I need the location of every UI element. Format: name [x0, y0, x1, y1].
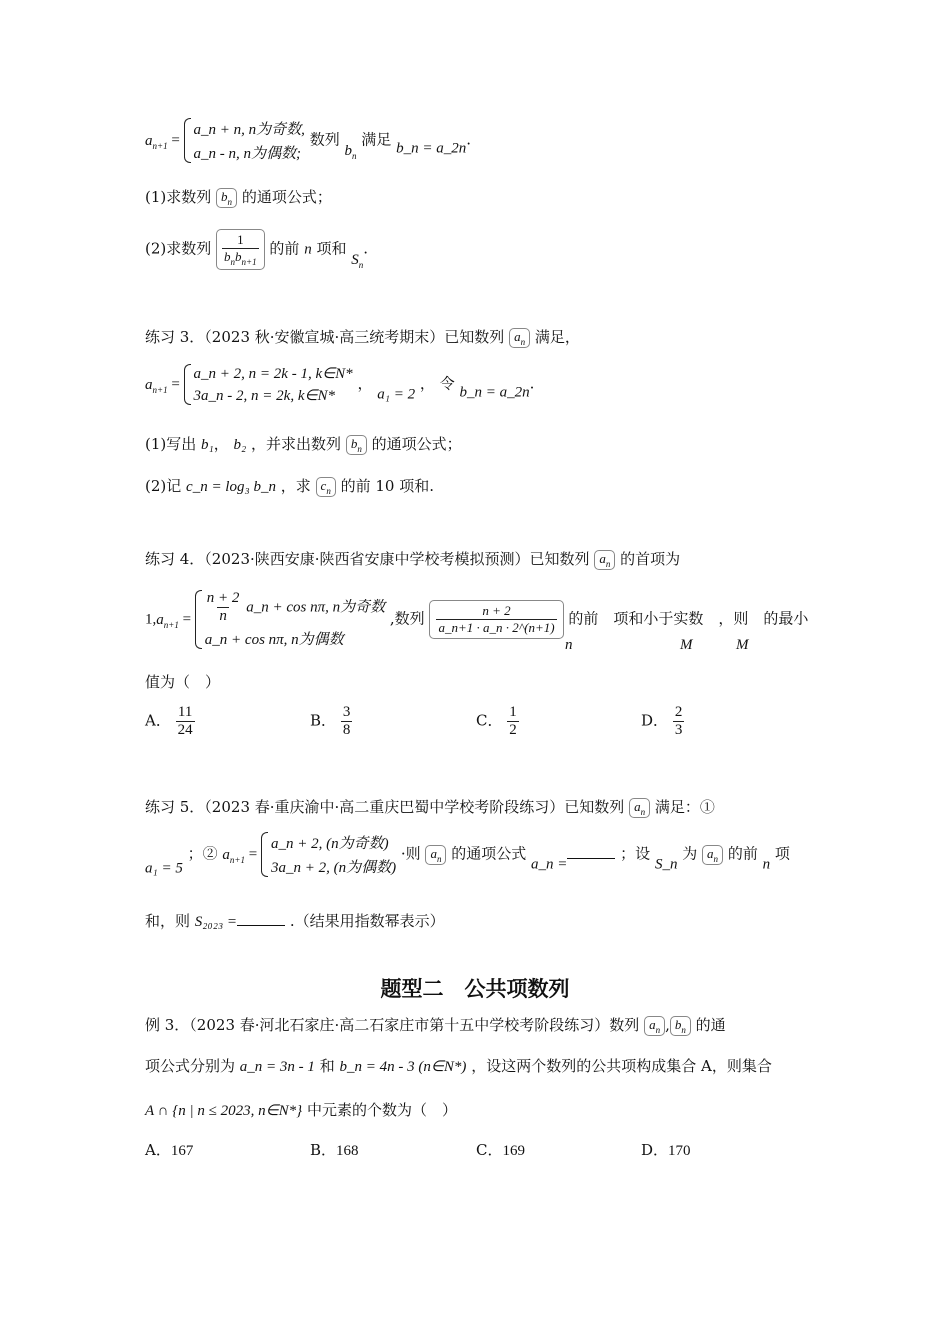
- option-c[interactable]: C．169: [476, 1141, 525, 1159]
- example-3-line3: A ∩ {n | n ≤ 2023, n∈N*} 中元素的个数为（ ）: [145, 1101, 457, 1119]
- a1-value: a₁ = 2: [377, 386, 416, 403]
- option-a[interactable]: A． $\frac{11}{24}$: [145, 704, 193, 738]
- exercise-3-title: 练习 3．（2023 秋·安徽宣城·高三统考期末）已知数列 $a_n$ 满足，: [145, 328, 580, 347]
- case-odd: a_n + n, n为奇数,: [193, 122, 305, 138]
- answer-blank-s2023[interactable]: [237, 925, 285, 926]
- example-3-title: 例 3．（2023 春·河北石家庄·高二石家庄市第十五中学校考阶段练习）数列 $a_n$ , $b_n$ 的通: [145, 1016, 726, 1035]
- section-title: 题型二 公共项数列: [380, 977, 570, 1001]
- exercise-4-line2: 值为（ ）: [145, 673, 221, 691]
- question-2: (2)求数列 $\frac{1}{b_nb_{n+1}}$ 的前 n 项和 $S_n$.: [145, 229, 368, 270]
- seq-reciprocal: $\frac{1}{b_nb_{n+1}}$: [216, 229, 265, 270]
- option-d[interactable]: D．170: [641, 1141, 691, 1159]
- exercise-4-title: 练习 4．（2023·陕西安康·陕西省安康中学校考模拟预测）已知数列 $a_n$ 的首项为: [145, 550, 681, 569]
- exercise-3-q2: (2)记 c_n = log₃ b_n ，求 $c_n$ 的前 10 项和.: [145, 477, 434, 496]
- case-even: 3a_n - 2, n = 2k, k∈N*: [193, 388, 336, 404]
- piecewise-definition: [184, 118, 305, 163]
- recurrence-line: $a_{n+1}$ = a_n + n, n为奇数, a_n - n, n为偶数; 数列 $b_n$ 满足 b_n = a_2n.: [145, 118, 471, 163]
- exercise-4-recurrence: $1,a_{n+1}$ = $\frac{n + 2}{n}$ a_n + cos nπ, n为奇数 a_n + cos nπ, n为偶数 ,数列 $\frac{n + 2}{a\_n+1 \cdot a\_n \cdot 2\^{}(n+1)}$ 的前 项和小于实数 ，则 的最小: [145, 590, 809, 648]
- case-odd: a_n + 2, n = 2k - 1, k∈N*: [193, 366, 353, 382]
- seq-bn: $b_n$: [216, 188, 237, 208]
- case-even: a_n - n, n为偶数;: [193, 146, 302, 162]
- option-a[interactable]: A．167: [145, 1141, 194, 1159]
- exercise-3-q1: (1)写出 b₁， b₂ ，并求出数列 $b_n$ 的通项公式；: [145, 435, 462, 454]
- exercise-3-recurrence: $a_{n+1}$ = a_n + 2, n = 2k - 1, k∈N* 3a_n - 2, n = 2k, k∈N* ， a₁ = 2 ， 令 b_n = a_2n.: [145, 366, 535, 404]
- example-3-line2: 项公式分别为 a_n = 3n - 1 和 b_n = 4n - 3 (n∈N*) ，设这两个数列的公共项构成集合 A，则集合: [145, 1057, 772, 1075]
- option-d[interactable]: D． $\frac{2}{3}$: [641, 704, 683, 738]
- bn-definition: b_n = a_2n: [396, 140, 467, 157]
- option-c[interactable]: C． $\frac{1}{2}$: [476, 704, 517, 738]
- question-1: (1)求数列 $b_n$ 的通项公式；: [145, 188, 332, 207]
- exercise-5-line3: 和，则 S₂₀₂₃ = .（结果用指数幂表示）: [145, 912, 445, 930]
- answer-blank-an[interactable]: [567, 858, 615, 859]
- option-b[interactable]: B．168: [310, 1141, 359, 1159]
- option-b[interactable]: B． $\frac{3}{8}$: [310, 704, 351, 738]
- exercise-5-recurrence: a₁ = 5 ；② $a_{n+1}$ = a_n + 2, (n为奇数) 3a_n + 2, (n为偶数) ·则 $a_n$ 的通项公式 a_n = ；设 S_n 为 $a_n$ 的前 n 项: [145, 832, 790, 878]
- exercise-5-title: 练习 5．（2023 春·重庆渝中·高二重庆巴蜀中学校考阶段练习）已知数列 $a_n$ 满足：①: [145, 798, 715, 817]
